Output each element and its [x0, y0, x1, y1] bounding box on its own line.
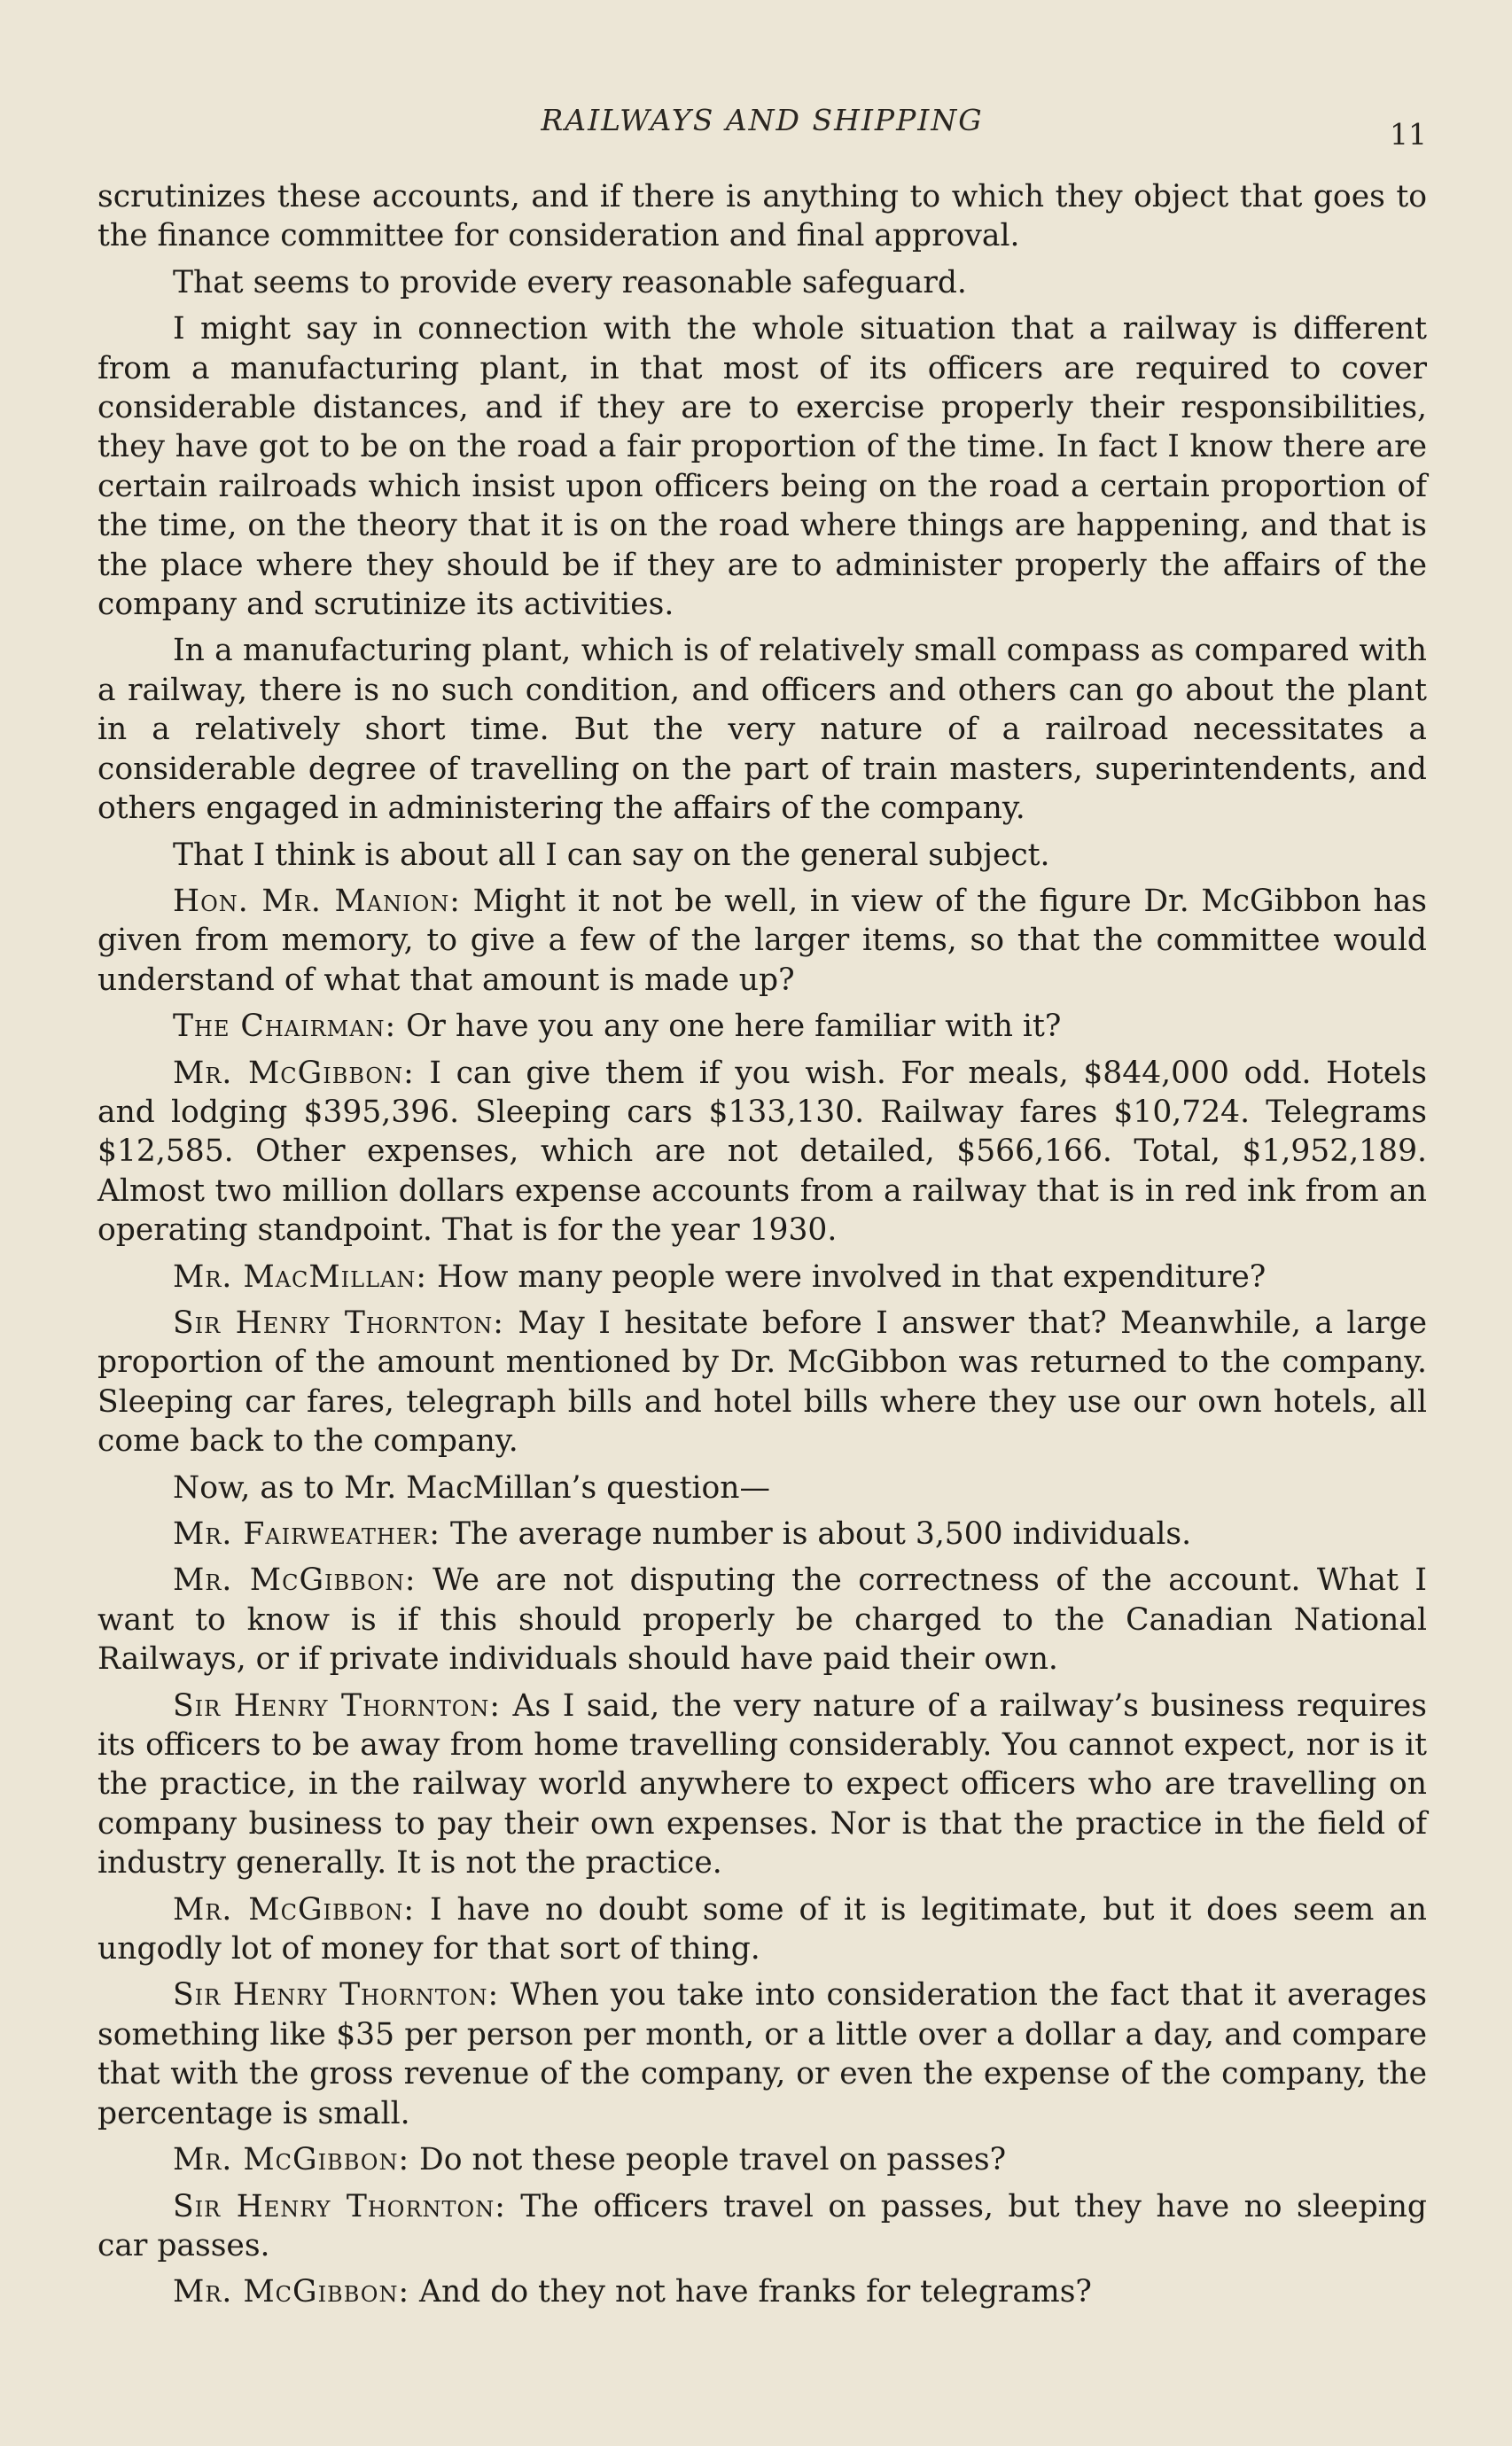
speaker-name: Sir Henry Thornton:: [173, 1305, 504, 1341]
paragraph: [97, 1468, 1427, 1507]
speaker-name: Mr. McGibbon:: [173, 1562, 417, 1599]
paragraph: [97, 836, 1427, 875]
speaker-name: Mr. McGibbon:: [173, 1055, 415, 1091]
paragraph: [97, 882, 1427, 1000]
paragraph: [97, 1054, 1427, 1250]
speaker-name: Sir Henry Thornton:: [173, 1977, 500, 2014]
speaker-name: Sir Henry Thornton:: [173, 2188, 506, 2224]
paragraph-text: Or have you any one here familiar with it?: [406, 1009, 1062, 1045]
paragraph-text: And do they not have franks for telegrams?: [419, 2274, 1092, 2310]
paragraph-text: That seems to provide every reasonable safeguard.: [173, 264, 967, 300]
paragraph: [97, 263, 1427, 302]
paragraph: [97, 1007, 1427, 1046]
paragraph: [97, 1890, 1427, 1969]
speaker-name: Mr. McGibbon:: [173, 1891, 416, 1928]
paragraph-text: When you take into consideration the fact that it averages something like $35 per person per month, or a little over a dollar a day, and compare that with the gross revenue of the company, or even the expense of the company, the percentage is small.: [97, 1977, 1427, 2131]
speaker-name: Mr. McGibbon:: [173, 2274, 410, 2310]
paragraph: [97, 2272, 1427, 2311]
paragraph: [97, 1515, 1427, 1554]
paragraph: [97, 1686, 1427, 1883]
paragraph-text: How many people were involved in that expenditure?: [436, 1258, 1266, 1295]
paragraph-text: As I said, the very nature of a railway’s business requires its officers to be away from home travelling considerably. You cannot expect, nor is it the practice, in the railway world anywhere to expect officers who are travelling on company business to pay their own expenses. Nor is that the practice in the field of industry generally. It is not the practice.: [97, 1687, 1428, 1881]
running-head: [97, 99, 1427, 152]
speaker-name: Hon. Mr. Manion:: [173, 883, 461, 919]
paragraph-text: Do not these people travel on passes?: [419, 2142, 1007, 2178]
paragraph: [97, 1304, 1427, 1461]
paragraph: [97, 2140, 1427, 2179]
paragraph-text: May I hesitate before I answer that? Meanwhile, a large proportion of the amount mentioned by Dr. McGibbon was returned to the company. Sleeping car fares, telegraph bills and hotel bills where they use our own hotels, all come back to the company.: [97, 1305, 1427, 1460]
paragraph-text: scrutinizes these accounts, and if there is anything to which they object that goes to the finance committee for consideration and final approval.: [97, 179, 1427, 254]
speaker-name: Mr. McGibbon:: [173, 2142, 410, 2178]
paragraph: [97, 1258, 1427, 1297]
paragraph-text: The officers travel on passes, but they have no sleeping car passes.: [97, 2188, 1427, 2263]
paragraph-text: Now, as to Mr. MacMillan’s question—: [173, 1469, 771, 1506]
speaker-name: Sir Henry Thornton:: [173, 1687, 502, 1724]
speaker-name: The Chairman:: [173, 1009, 397, 1045]
page-number: 11: [1390, 117, 1427, 152]
paragraph-text: We are not disputing the correctness of the account. What I want to know is if this should properly be charged to the Canadian National Railways, or if private individuals should have paid their own.: [97, 1562, 1428, 1678]
paragraph: [97, 177, 1427, 256]
paragraph-text: I can give them if you wish. For meals, $844,000 odd. Hotels and lodging $395,396. Sleeping cars $133,130. Railway fares $10,724. Telegrams $12,585. Other expenses, which are not detailed, $566,166. Total, $1,952,189. Almost two million dollars expense accounts from a railway that is in red ink from an operating standpoint. That is for the year 1930.: [97, 1055, 1427, 1249]
paragraph-text: The average number is about 3,500 individuals.: [449, 1516, 1192, 1552]
paragraph: [97, 1975, 1427, 2133]
running-title: RAILWAYS AND SHIPPING: [541, 103, 984, 137]
speaker-name: Mr. Fairweather:: [173, 1516, 440, 1552]
paragraph-text: Might it not be well, in view of the figure Dr. McGibbon has given from memory, to give a few of the larger items, so that the committee would understand of what that amount is made up?: [97, 883, 1428, 998]
paragraph-text: In a manufacturing plant, which is of relatively small compass as compared with a railway, there is no such condition, and officers and others can go about the plant in a relatively short time. But the very nature of a railroad necessitates a considerable degree of travelling on the part of train masters, superintendents, and others engaged in administering the affairs of the company.: [97, 633, 1427, 827]
paragraph: [97, 1561, 1427, 1679]
paragraph: [97, 2187, 1427, 2266]
speaker-name: Mr. MacMillan:: [173, 1258, 427, 1295]
paragraph: [97, 309, 1427, 624]
paragraph-text: That I think is about all I can say on the general subject.: [173, 837, 1050, 873]
body-text: [97, 177, 1427, 2319]
paragraph: [97, 631, 1427, 828]
paragraph-text: I might say in connection with the whole situation that a railway is different from a manufacturing plant, in that most of its officers are required to cover considerable distances, and if they are to exercise properly their responsibilities, they have got to be on the road a fair proportion of the time. In fact I know there are certain railroads which insist upon officers being on the road a certain proportion of the time, on the theory that it is on the road where things are happening, and that is the place where they should be if they are to administer properly the affairs of the company and scrutinize its activities.: [97, 311, 1427, 623]
paragraph-text: I have no doubt some of it is legitimate, but it does seem an ungodly lot of money for that sort of thing.: [97, 1891, 1428, 1967]
